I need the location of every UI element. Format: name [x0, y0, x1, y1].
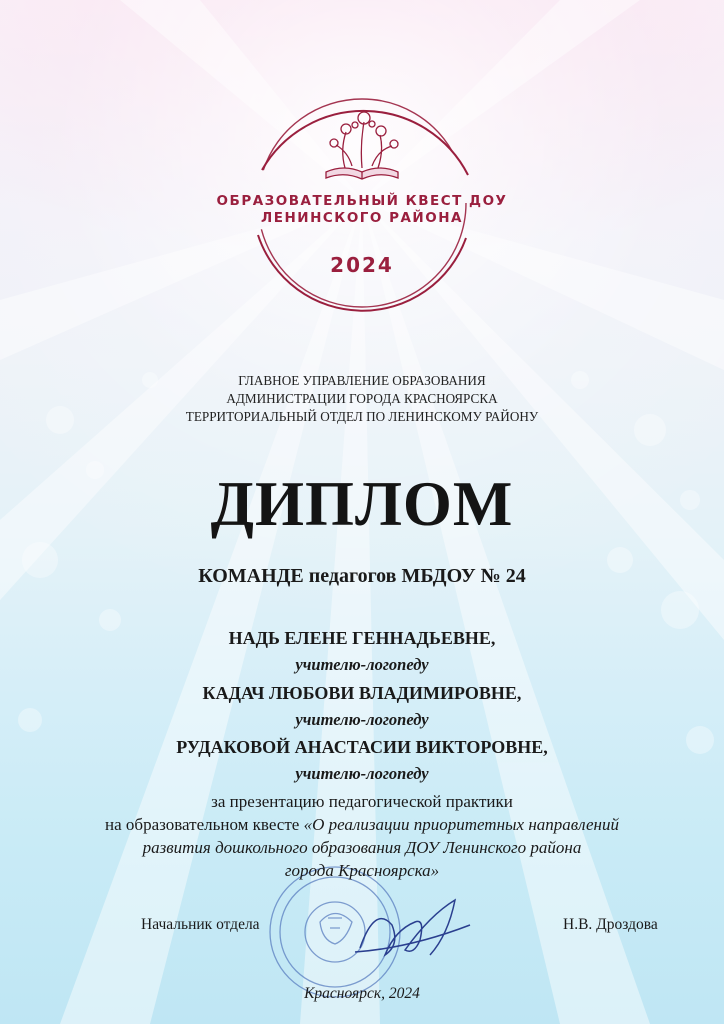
reason-line-2-italic: «О реализации приоритетных направлений — [303, 815, 619, 834]
reason-line-2-plain: на образовательном квесте — [105, 815, 304, 834]
logo-line-2: ЛЕНИНСКОГО РАЙОНА — [261, 210, 463, 226]
recipient-name-1: НАДЬ ЕЛЕНЕ ГЕННАДЬЕВНЕ, — [228, 628, 496, 648]
recipient-name-2: КАДАЧ ЛЮБОВИ ВЛАДИМИРОВНЕ, — [202, 683, 522, 703]
footer-city-year: Красноярск, 2024 — [304, 985, 420, 1002]
signature-name: Н.В. Дроздова — [563, 916, 658, 933]
organization-line-3: ТЕРРИТОРИАЛЬНЫЙ ОТДЕЛ ПО ЛЕНИНСКОМУ РАЙОНУ — [185, 409, 539, 424]
recipient-role-1: учителю-логопеду — [295, 655, 429, 674]
organization-block — [0, 372, 724, 426]
organization-line-1: ГЛАВНОЕ УПРАВЛЕНИЕ ОБРАЗОВАНИЯ — [238, 373, 486, 388]
logo-line-1: ОБРАЗОВАТЕЛЬНЫЙ КВЕСТ ДОУ — [216, 193, 508, 209]
recipient-role-2: учителю-логопеду — [295, 710, 429, 729]
reason-line-2 — [0, 813, 724, 836]
document-title: ДИПЛОМ — [210, 469, 514, 539]
recipient-name-3: РУДАКОВОЙ АНАСТАСИИ ВИКТОРОВНЕ, — [176, 737, 548, 757]
reason-block — [0, 790, 724, 882]
recipient-role-3: учителю-логопеду — [295, 764, 429, 783]
logo-year: 2024 — [330, 253, 394, 277]
reason-line-1: за презентацию педагогической практики — [211, 792, 513, 811]
reason-line-4: города Красноярска» — [284, 861, 440, 880]
signature-position: Начальник отдела — [141, 916, 260, 933]
logo-title — [0, 193, 724, 227]
reason-line-3: развития дошкольного образования ДОУ Ленинского района — [142, 838, 582, 857]
organization-line-2: АДМИНИСТРАЦИИ ГОРОДА КРАСНОЯРСКА — [226, 391, 498, 406]
recipient-team: КОМАНДЕ педагогов МБДОУ № 24 — [198, 565, 526, 587]
